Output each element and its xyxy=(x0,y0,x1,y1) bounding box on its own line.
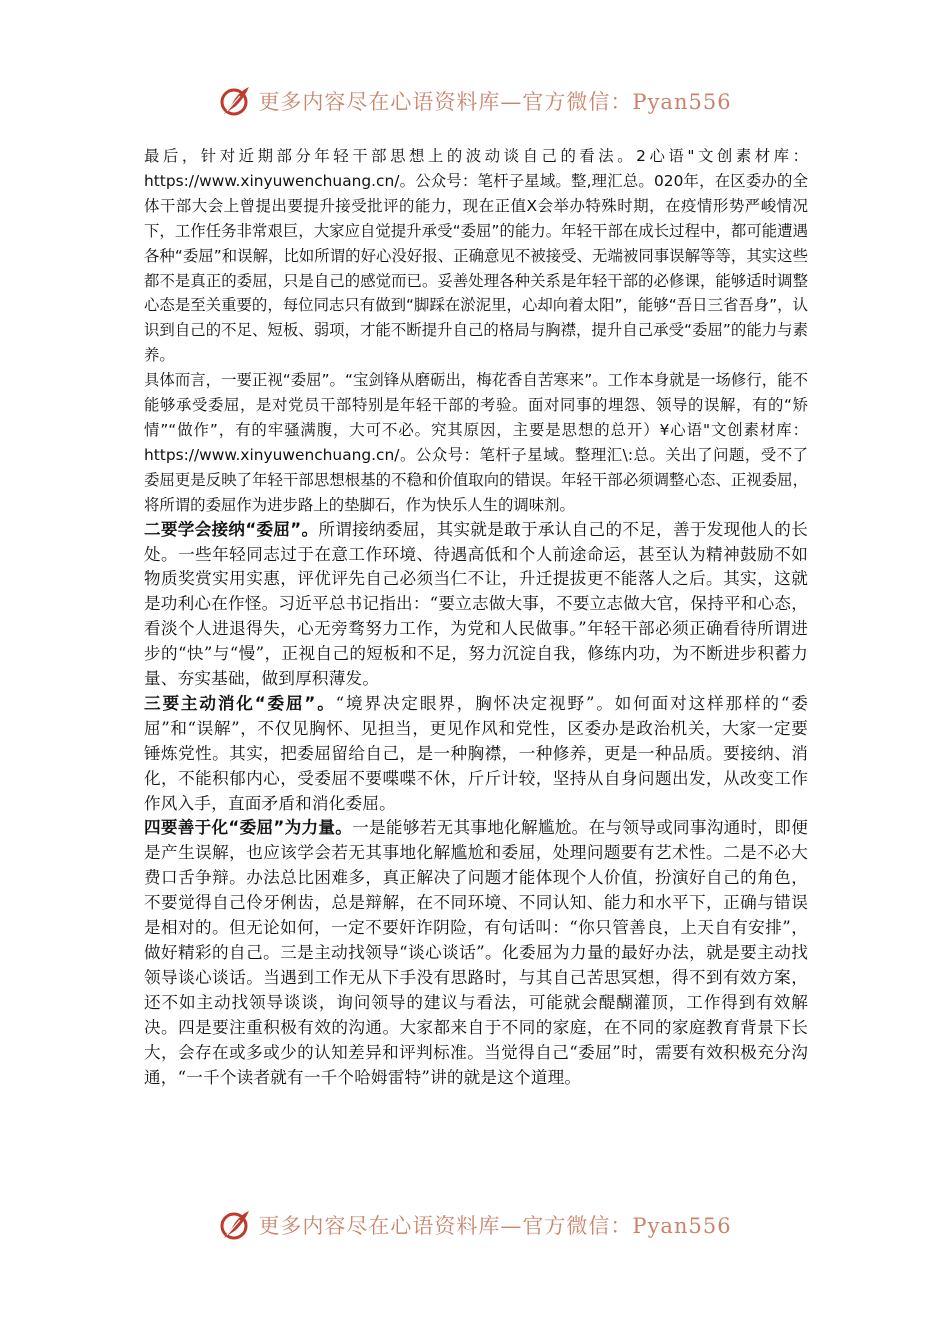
paragraph-lead: 四要善于化“委屈”为力量。 xyxy=(144,818,353,838)
paragraph-digest-grievance xyxy=(144,692,808,817)
document-body xyxy=(144,144,808,1090)
paragraph-accept-grievance xyxy=(144,518,808,692)
footer-banner xyxy=(0,1208,950,1242)
paragraph-text: “境界决定眼界，胸怀决定视野”。如何面对这样那样的“委屈”和“误解”，不仅见胸怀、见担当，更见作风和党性，区委办是政治机关，大家一定要锤炼党性。其实，把委屈留给自己，是一种胸襟，一种修养，更是一种品质。要接纳、消化，不能积郁内心，受委屈不要喋喋不休，斤斤计较，坚持从自身问题出发，从改变工作作风入手，直面矛盾和消化委屈。 xyxy=(144,693,808,813)
paragraph-grievance-to-strength xyxy=(144,816,808,1090)
paragraph-intro xyxy=(144,144,808,368)
feather-logo-icon xyxy=(218,84,252,118)
paragraph-lead: 二要学会接纳“委屈”。 xyxy=(144,519,319,539)
paragraph-face-grievance xyxy=(144,368,808,517)
footer-banner-text: 更多内容尽在心语资料库—官方微信：Pyan556 xyxy=(258,1214,732,1238)
paragraph-lead: 三要主动消化“委屈”。 xyxy=(144,693,336,713)
paragraph-text: 具体而言，一要正视“委屈”。“宝剑锋从磨砺出，梅花香自苦寒来”。工作本身就是一场修行，能不能够承受委屈，是对党员干部特别是年轻干部的考验。面对同事的埋怨、领导的误解，有的“矫情”“做作”，有的牢骚满腹，大可不必。究其原因，主要是思想的总开）¥心语"文创素材库：https://www.xinyuwenchuang.cn/。公众号：笔杆子星域。整理汇\:总。关出了问题，受不了委屈更是反映了年轻干部思想根基的不稳和价值取向的错误。年轻干部必须调整心态、正视委屈，将所谓的委屈作为进步路上的垫脚石，作为快乐人生的调味剂。 xyxy=(144,371,808,514)
header-banner-text: 更多内容尽在心语资料库—官方微信：Pyan556 xyxy=(258,90,732,114)
paragraph-text: 最后，针对近期部分年轻干部思想上的波动谈自己的看法。2心语"文创素材库：https://www.xinyuwenchuang.cn/。公众号：笔杆子星域。整,理汇总。020年，在区委办的全体干部大会上曾提出要提升接受批评的能力，现在正值X会举办特殊时期，在疫情形势严峻情况下，工作任务非常艰巨，大家应自觉提升承受“委屈”的能力。年轻干部在成长过程中，都可能遭遇各种“委屈”和误解，比如所谓的好心没好报、正确意见不被接受、无端被同事误解等等，其实这些都不是真正的委屈，只是自己的感觉而已。妥善处理各种关系是年轻干部的必修课，能够适时调整心态是至关重要的，每位同志只有做到“脚踩在淤泥里，心却向着太阳”，能够“吾日三省吾身”，认识到自己的不足、短板、弱项，才能不断提升自己的格局与胸襟，提升自己承受“委屈”的能力与素养。 xyxy=(144,147,808,365)
paragraph-text: 一是能够若无其事地化解尴尬。在与领导或同事沟通时，即便是产生误解，也应该学会若无其事地化解尴尬和委屈，处理问题要有艺术性。二是不必大费口舌争辩。办法总比困难多，真正解决了问题才能体现个人价值，扮演好自己的角色，不要觉得自己伶牙俐齿，总是辩解，在不同环境、不同认知、能力和水平下，正确与错误是相对的。但无论如何，一定不要奸诈阴险，有句话叫：“你只管善良，上天自有安排”，做好精彩的自己。三是主动找领导“谈心谈话”。化委屈为力量的最好办法，就是要主动找领导谈心谈话。当遇到工作无从下手没有思路时，与其自己苦思冥想，得不到有效方案，还不如主动找领导谈谈，询问领导的建议与看法，可能就会醍醐灌顶，工作得到有效解决。四是要注重积极有效的沟通。大家都来自于不同的家庭，在不同的家庭教育背景下长大，会存在或多或少的认知差异和评判标准。当觉得自己“委屈”时，需要有效积极充分沟通，“一千个读者就有一千个哈姆雷特”讲的就是这个道理。 xyxy=(144,818,808,1087)
header-banner xyxy=(0,84,950,118)
paragraph-text: 所谓接纳委屈，其实就是敢于承认自己的不足，善于发现他人的长处。一些年轻同志过于在意工作环境、待遇高低和个人前途命运，甚至认为精神鼓励不如物质奖赏实用实惠，评优评先自己必须当仁不让，升迁提拔更不能落人之后。其实，这就是功利心在作怪。习近平总书记指出：“要立志做大事，不要立志做大官，保持平和心态，看淡个人进退得失，心无旁骛努力工作，为党和人民做事。”年轻干部必须正确看待所谓进步的“快”与“慢”，正视自己的短板和不足，努力沉淀自我，修练内功，为不断进步积蓄力量、夯实基础，做到厚积薄发。 xyxy=(144,519,808,689)
feather-logo-icon xyxy=(218,1208,252,1242)
